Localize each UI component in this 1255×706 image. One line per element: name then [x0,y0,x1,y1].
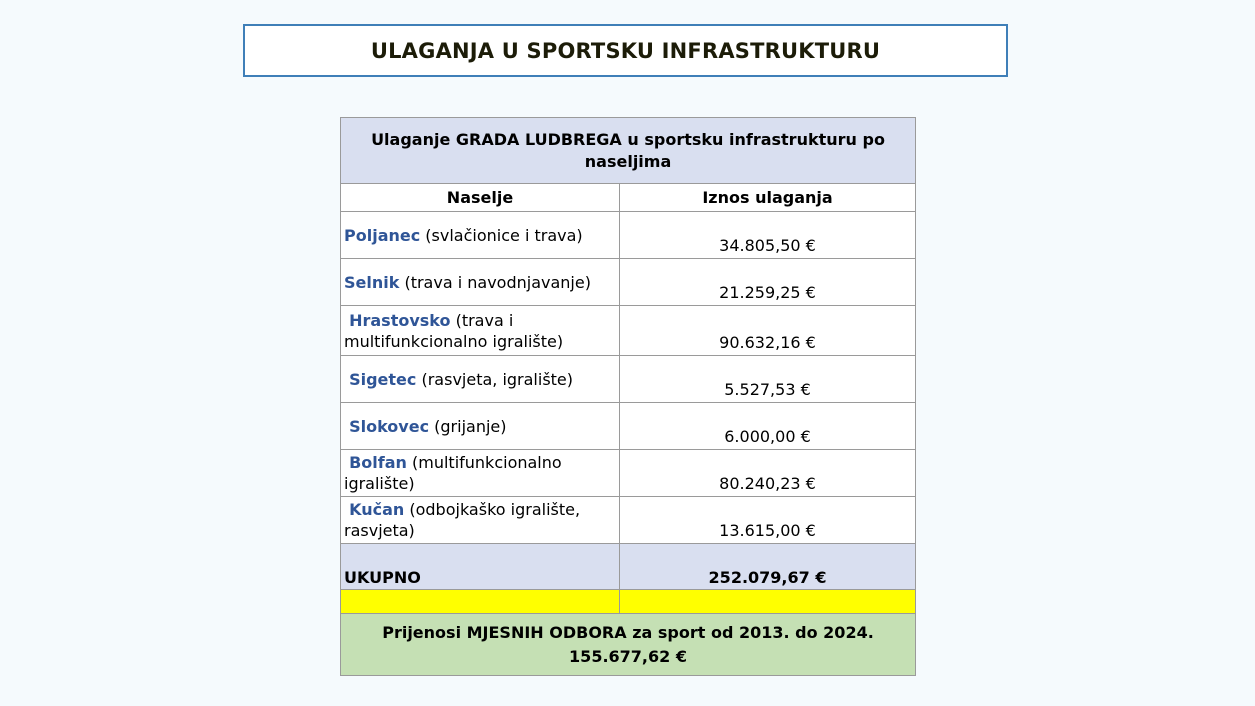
footer-line-2: 155.677,62 € [569,646,687,666]
column-header-amount: Iznos ulaganja [620,184,916,212]
total-row [341,544,916,590]
table-row [341,306,916,356]
table-row [341,356,916,403]
column-header-settlement: Naselje [341,184,620,212]
settlement-name: Bolfan [349,453,407,472]
settlement-cell [341,450,620,497]
settlement-cell [341,497,620,544]
investment-table [340,117,916,676]
settlement-name: Selnik [344,272,400,292]
settlement-desc: (grijanje) [429,416,507,436]
amount-cell: 6.000,00 € [620,403,916,450]
settlement-name: Poljanec [344,225,421,245]
page-title: ULAGANJA U SPORTSKU INFRASTRUKTURU [370,38,881,63]
settlement-cell [341,306,620,356]
highlight-cell [620,590,916,614]
settlement-cell [341,356,620,403]
settlement-name: Sigetec [349,369,417,389]
table-row [341,450,916,497]
amount-cell: 5.527,53 € [620,356,916,403]
settlement-cell [341,212,620,259]
amount-cell: 80.240,23 € [620,450,916,497]
amount-cell: 13.615,00 € [620,497,916,544]
highlight-cell [341,590,620,614]
table-header: Ulaganje GRADA LUDBREGA u sportsku infrastrukturu po naseljima [341,118,916,184]
settlement-name: Hrastovsko [349,310,451,330]
total-amount: 252.079,67 € [620,544,916,590]
settlement-desc: (multifunkcionalno igralište) [344,453,562,493]
settlement-name: Kučan [349,500,405,519]
title-box [243,24,1008,77]
amount-cell: 34.805,50 € [620,212,916,259]
settlement-desc: (odbojkaško igralište, rasvjeta) [344,500,581,540]
settlement-cell [341,259,620,306]
footer-cell [341,614,916,676]
total-label: UKUPNO [341,544,620,590]
table-row [341,259,916,306]
settlement-name: Slokovec [349,416,430,436]
footer-row [341,614,916,676]
table-row [341,497,916,544]
amount-cell: 21.259,25 € [620,259,916,306]
settlement-desc: (svlačionice i trava) [420,225,583,245]
highlight-row [341,590,916,614]
settlement-desc: (trava i multifunkcionalno igralište) [344,310,564,351]
footer-line-1: Prijenosi MJESNIH ODBORA za sport od 2013. do 2024. [382,622,874,642]
amount-cell: 90.632,16 € [620,306,916,356]
settlement-desc: (trava i navodnjavanje) [399,272,591,292]
table-row [341,403,916,450]
table-row [341,212,916,259]
settlement-cell [341,403,620,450]
settlement-desc: (rasvjeta, igralište) [416,369,574,389]
